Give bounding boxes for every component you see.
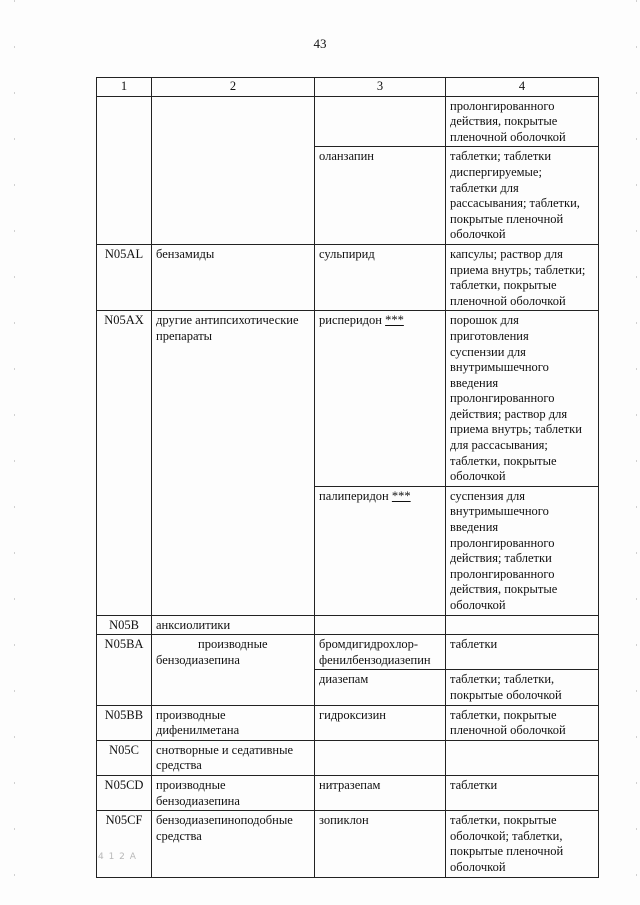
left-edge-scan-marks [14,0,15,905]
code-cell: N05B [97,615,152,635]
code-cell: N05BB [97,705,152,740]
group-cell: бензамиды [152,244,315,310]
drug-cell: зопиклон [315,811,446,877]
group-name: производные бензодиазепина [156,637,268,667]
forms-cell: суспензия для внутримышечного введения пролонгированного действия; таблетки пролонгированного действия, покрытые оболочкой [446,486,599,615]
special-mark: *** [385,313,404,328]
special-mark: *** [391,488,411,503]
forms-cell: таблетки; таблетки, покрытые оболочкой [446,670,599,705]
group-cell: производные дифенилметана [152,705,315,740]
table-row [97,811,599,877]
drug-name: рисперидон [319,313,382,328]
drug-cell: гидроксизин [315,705,446,740]
right-edge-scan-marks [636,0,637,905]
drug-cell: диазепам [315,670,446,705]
forms-cell: таблетки [446,775,599,810]
table-row [97,635,599,670]
table-row [97,244,599,310]
table-row [97,705,599,740]
code-cell: N05AX [97,311,152,615]
code-cell [97,96,152,244]
code-cell: N05CD [97,775,152,810]
group-cell: снотворные и седативные средства [152,740,315,775]
table-row [97,311,599,487]
table-row [97,615,599,635]
drug-cell: сульпирид [315,244,446,310]
code-cell: N05C [97,740,152,775]
drug-cell: нитразепам [315,775,446,810]
forms-cell: таблетки [446,635,599,670]
drug-table [96,77,599,878]
group-cell: анксиолитики [152,615,315,635]
forms-cell [446,615,599,635]
forms-cell: таблетки, покрытые пленочной оболочкой [446,705,599,740]
page-number: 43 [313,36,327,51]
forms-cell: капсулы; раствор для приема внутрь; таблетки; таблетки, покрытые пленочной оболочкой [446,244,599,310]
group-cell: другие антипсихотические препараты [152,311,315,615]
drug-cell [315,96,446,147]
code-cell: N05BA [97,635,152,705]
code-cell: N05AL [97,244,152,310]
header-col-forms: 4 [446,78,599,97]
forms-cell: пролонгированного действия, покрытые пленочной оболочкой [446,96,599,147]
drug-cell [315,311,446,487]
header-col-drug: 3 [315,78,446,97]
group-cell [152,96,315,244]
forms-cell: таблетки, покрытые оболочкой; таблетки, покрытые пленочной оболочкой [446,811,599,877]
forms-cell: таблетки; таблетки диспергируемые; таблетки для рассасывания; таблетки, покрытые пленочной оболочкой [446,147,599,245]
drug-cell [315,486,446,615]
group-cell [152,635,315,705]
drug-cell: оланзапин [315,147,446,245]
footer-scan-mark: 4 1 2 А [98,852,137,862]
table-row [97,740,599,775]
header-col-code: 1 [97,78,152,97]
group-cell: производные бензодиазепина [152,775,315,810]
drug-cell: бромдигидрохлор- фенилбензодиазепин [315,635,446,670]
drug-name: палиперидон [319,488,389,503]
drug-cell [315,740,446,775]
drug-cell [315,615,446,635]
table-row [97,96,599,147]
table-header-row [97,78,599,97]
forms-cell: порошок для приготовления суспензии для внутримышечного введения пролонгированного действия; раствор для приема внутрь; таблетки для рассасывания; таблетки, покрытые оболочкой [446,311,599,487]
code-cell: N05CF [97,811,152,877]
table-row [97,775,599,810]
group-cell: бензодиазепиноподобные средства [152,811,315,877]
forms-cell [446,740,599,775]
header-col-group: 2 [152,78,315,97]
